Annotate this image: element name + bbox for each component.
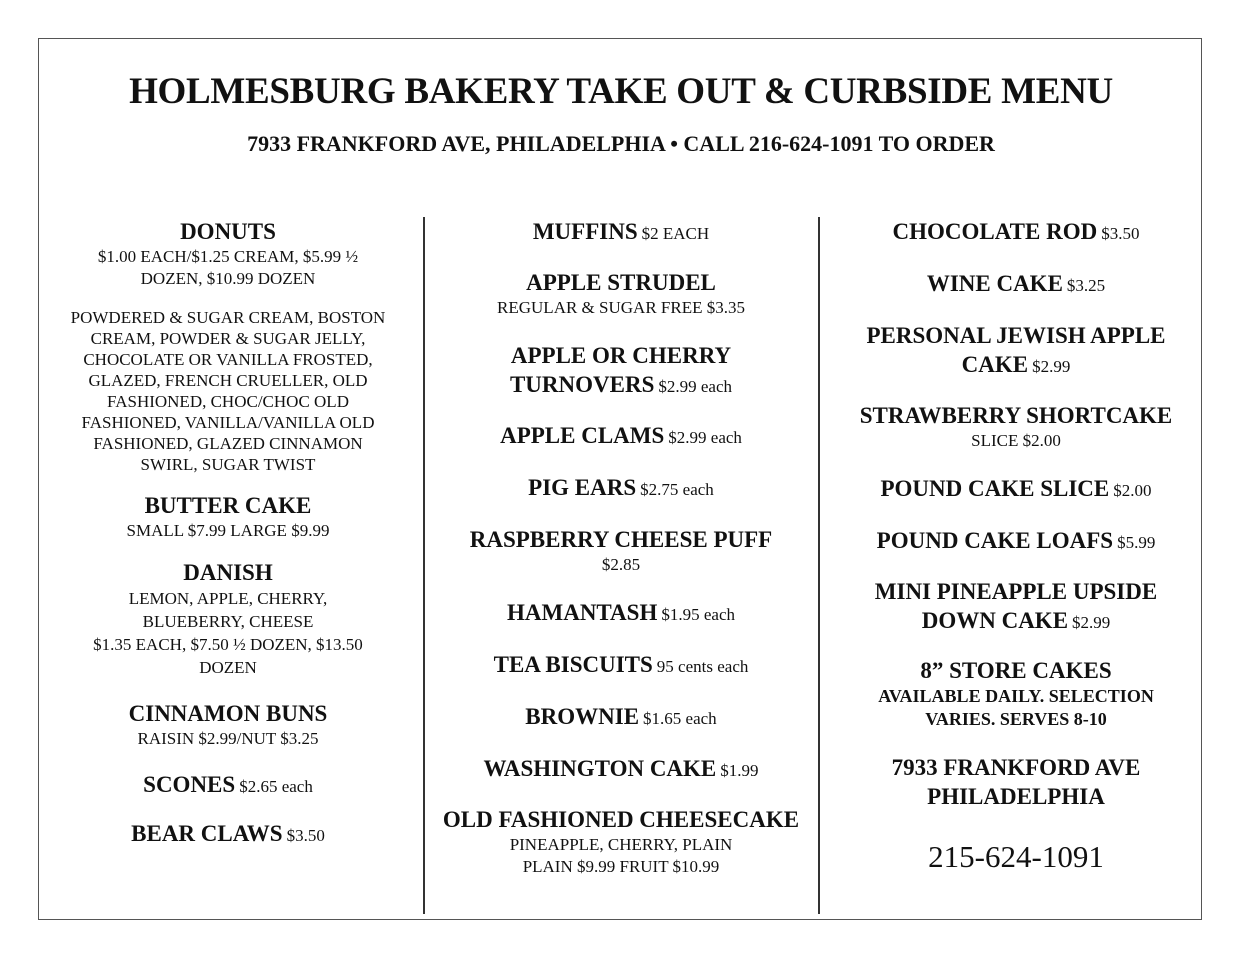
item-name: BROWNIE: [525, 704, 640, 729]
item-desc: BLUEBERRY, CHEESE: [142, 612, 314, 631]
item-desc: $1.35 EACH, $7.50 ½ DOZEN, $13.50: [93, 635, 363, 654]
item-name: CAKE: [961, 352, 1029, 377]
item-name: SCONES: [143, 772, 236, 797]
flavor-line: SWIRL, SUGAR TWIST: [140, 455, 316, 474]
menu-item-butter-cake: [42, 491, 414, 542]
item-name: STRAWBERRY SHORTCAKE: [859, 403, 1173, 428]
item-name: CINNAMON BUNS: [128, 701, 328, 726]
item-name: DANISH: [183, 560, 273, 585]
item-price: $3.50: [1101, 224, 1140, 243]
item-price: $2.99: [1032, 357, 1071, 376]
item-price: $2.99 each: [668, 428, 742, 447]
item-price: $2.99 each: [658, 377, 733, 396]
menu-item-pineapple-upside-down: [828, 577, 1204, 635]
item-desc: VARIES. SERVES 8-10: [925, 709, 1107, 729]
menu-item-donuts: [42, 217, 414, 475]
item-name: WASHINGTON CAKE: [483, 756, 717, 781]
flavor-line: GLAZED, FRENCH CRUELLER, OLD: [88, 371, 368, 390]
menu-item-pig-ears: [432, 473, 810, 502]
menu-item-muffins: [432, 217, 810, 246]
flavor-line: FASHIONED, VANILLA/VANILLA OLD: [81, 413, 375, 432]
item-desc: SLICE $2.00: [971, 431, 1061, 450]
menu-item-raspberry-cheese-puff: [432, 525, 810, 576]
item-price: $2.75 each: [640, 480, 714, 499]
menu-item-strawberry-shortcake: [828, 401, 1204, 452]
item-price: $2.85: [601, 555, 641, 574]
item-price: $2.65 each: [239, 777, 313, 796]
item-price: $5.99: [1117, 533, 1156, 552]
item-desc: PINEAPPLE, CHERRY, PLAIN: [509, 835, 733, 854]
item-price: $1.65 each: [643, 709, 717, 728]
donut-flavors: [42, 307, 414, 475]
bakery-address: [828, 753, 1204, 811]
menu-item-cinnamon-buns: [42, 699, 414, 750]
item-desc: DOZEN: [199, 658, 257, 677]
column-divider-left: [423, 217, 425, 914]
item-price: $1.99: [720, 761, 759, 780]
item-desc: LEMON, APPLE, CHERRY,: [128, 589, 328, 608]
item-name: CHOCOLATE ROD: [892, 219, 1098, 244]
item-name: 8” STORE CAKES: [920, 658, 1112, 683]
item-desc: PLAIN $9.99 FRUIT $10.99: [522, 857, 720, 876]
item-name: APPLE CLAMS: [500, 423, 665, 448]
item-name: PERSONAL JEWISH APPLE: [866, 323, 1166, 348]
item-name: PIG EARS: [528, 475, 637, 500]
bakery-phone: 215-624-1091: [928, 839, 1104, 874]
item-name: TURNOVERS: [509, 372, 655, 397]
menu-item-pound-cake-loafs: [828, 526, 1204, 555]
item-price: $2.99: [1072, 613, 1111, 632]
item-price: 95 cents each: [656, 657, 749, 676]
menu-item-pound-cake-slice: [828, 474, 1204, 503]
flavor-line: FASHIONED, CHOC/CHOC OLD: [107, 392, 349, 411]
item-name: POUND CAKE SLICE: [880, 476, 1110, 501]
menu-item-bear-claws: [42, 819, 414, 848]
column-divider-right: [818, 217, 820, 914]
menu-item-chocolate-rod: [828, 217, 1204, 246]
item-desc: SMALL $7.99 LARGE $9.99: [126, 521, 330, 540]
menu-item-jewish-apple-cake: [828, 321, 1204, 379]
menu-item-hamantash: [432, 598, 810, 627]
item-name: APPLE STRUDEL: [526, 270, 716, 295]
flavor-line: CHOCOLATE OR VANILLA FROSTED,: [83, 350, 373, 369]
menu-item-brownie: [432, 702, 810, 731]
item-price: $2.00: [1113, 481, 1152, 500]
item-desc: RAISIN $2.99/NUT $3.25: [137, 729, 319, 748]
item-name: TEA BISCUITS: [493, 652, 653, 677]
item-name: WINE CAKE: [926, 271, 1063, 296]
item-name: DOWN CAKE: [921, 608, 1069, 633]
flavor-line: FASHIONED, GLAZED CINNAMON: [93, 434, 363, 453]
address-line: 7933 FRANKFORD AVE: [891, 755, 1141, 780]
item-price: $1.95 each: [661, 605, 735, 624]
menu-item-danish: [42, 558, 414, 679]
item-price: $1.00 EACH/$1.25 CREAM, $5.99 ½: [97, 247, 359, 266]
menu-item-scones: [42, 770, 414, 799]
item-name: BUTTER CAKE: [144, 493, 312, 518]
menu-item-wine-cake: [828, 269, 1204, 298]
flavor-line: CREAM, POWDER & SUGAR JELLY,: [90, 329, 366, 348]
menu-column-1: [42, 217, 414, 848]
item-price: $2 EACH: [641, 224, 710, 243]
menu-item-washington-cake: [432, 754, 810, 783]
item-price: DOZEN, $10.99 DOZEN: [140, 269, 316, 288]
item-desc: AVAILABLE DAILY. SELECTION: [878, 686, 1154, 706]
item-price: $3.50: [286, 826, 325, 845]
item-desc: REGULAR & SUGAR FREE $3.35: [497, 298, 745, 317]
menu-subtitle: 7933 FRANKFORD AVE, PHILADELPHIA • CALL 216-624-1091 TO ORDER: [247, 131, 995, 156]
menu-item-tea-biscuits: [432, 650, 810, 679]
menu-item-turnovers: [432, 341, 810, 399]
item-name: RASPBERRY CHEESE PUFF: [469, 527, 773, 552]
item-name: HAMANTASH: [507, 600, 658, 625]
menu-column-3: [828, 217, 1204, 875]
menu-title: HOLMESBURG BAKERY TAKE OUT & CURBSIDE MENU: [129, 71, 1113, 112]
menu-item-cheesecake: [432, 805, 810, 878]
item-name: APPLE OR CHERRY: [510, 343, 732, 368]
flavor-line: POWDERED & SUGAR CREAM, BOSTON: [70, 308, 386, 327]
item-name: DONUTS: [180, 219, 276, 244]
item-name: POUND CAKE LOAFS: [876, 528, 1114, 553]
item-name: OLD FASHIONED CHEESECAKE: [442, 807, 800, 832]
menu-item-apple-clams: [432, 421, 810, 450]
item-name: MINI PINEAPPLE UPSIDE: [874, 579, 1158, 604]
address-line: PHILADELPHIA: [927, 784, 1105, 809]
menu-item-apple-strudel: [432, 268, 810, 319]
item-name: BEAR CLAWS: [131, 821, 283, 846]
item-price: $3.25: [1066, 276, 1106, 295]
menu-item-store-cakes: [828, 656, 1204, 731]
menu-column-2: [432, 217, 810, 878]
item-name: MUFFINS: [532, 219, 638, 244]
